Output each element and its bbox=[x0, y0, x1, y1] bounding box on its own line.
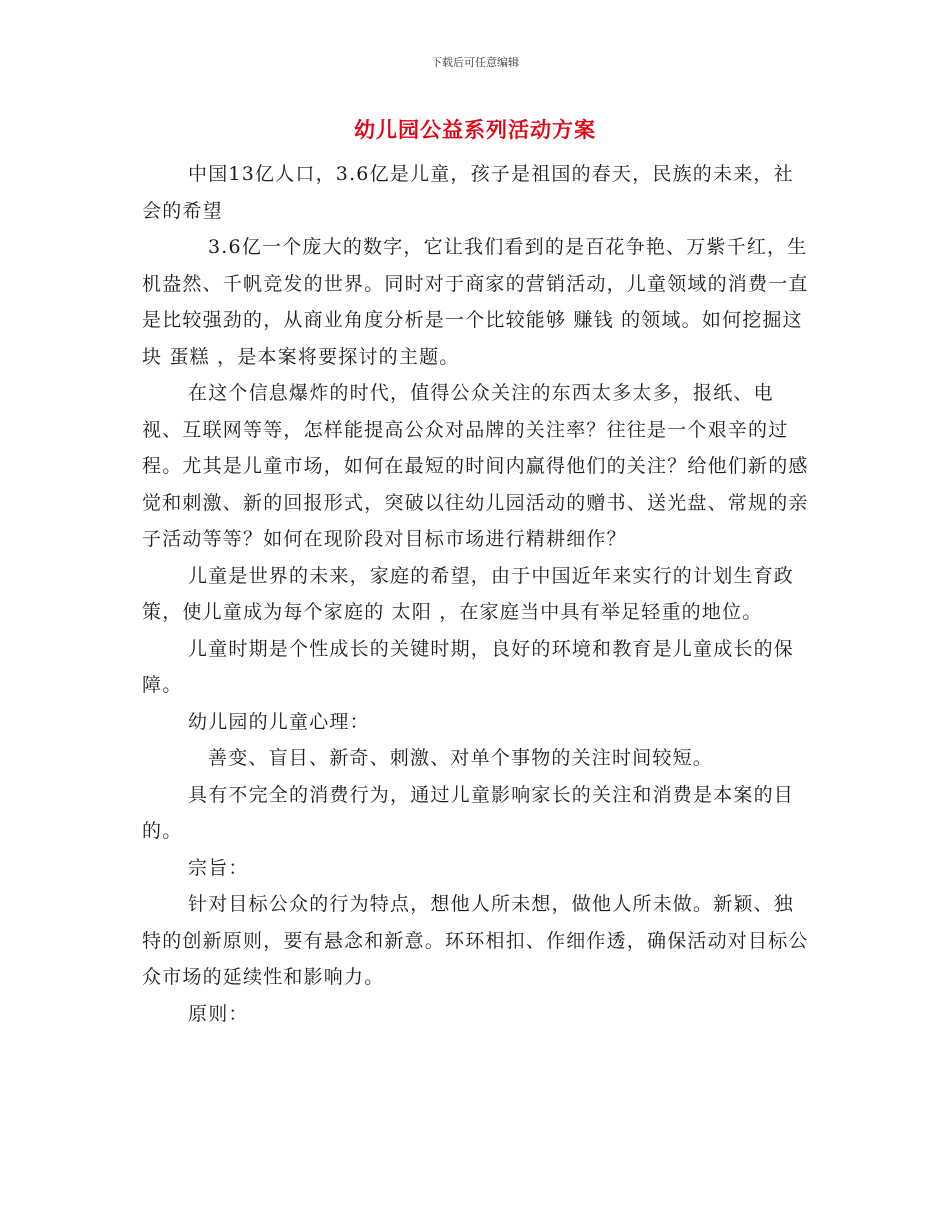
paragraph: 具有不完全的消费行为，通过儿童影响家长的关注和消费是本案的目的。 bbox=[142, 783, 795, 842]
paragraph: 儿童是世界的未来，家庭的希望，由于中国近年来实行的计划生育政策，使儿童成为每个家庭的 太阳 ，在家庭当中具有举足轻重的地位。 bbox=[142, 564, 795, 623]
paragraph: 在这个信息爆炸的时代，值得公众关注的东西太多太多，报纸、电视、互联网等等，怎样能提高公众对品牌的关注率？往往是一个艰辛的过程。尤其是儿童市场，如何在最短的时间内赢得他们的关注？给他们新的感觉和刺激、新的回报形式，突破以往幼儿园活动的赠书、送光盘、常规的亲子活动等等？如何在现阶段对目标市场进行精耕细作？ bbox=[142, 382, 809, 550]
paragraph: 善变、盲目、新奇、刺激、对单个事物的关注时间较短。 bbox=[208, 747, 714, 769]
paragraph: 原则： bbox=[188, 1002, 249, 1025]
paragraph: 宗旨： bbox=[188, 856, 249, 879]
paragraph: 儿童时期是个性成长的关键时期，良好的环境和教育是儿童成长的保障。 bbox=[142, 637, 795, 696]
paragraph: 中国13亿人口，3.6亿是儿童，孩子是祖国的春天，民族的未来，社会的希望 bbox=[142, 163, 794, 222]
paragraph: 幼儿园的儿童心理： bbox=[188, 710, 370, 733]
paragraph: 针对目标公众的行为特点，想他人所未想，做他人所未做。新颖、独特的创新原则，要有悬念和新意。环环相扣、作细作透，确保活动对目标公众市场的延续性和影响力。 bbox=[142, 893, 809, 988]
document-body bbox=[142, 156, 812, 1032]
header-note: 下载后可任意编辑 bbox=[431, 56, 519, 69]
document-title: 幼儿园公益系列活动方案 bbox=[354, 118, 596, 142]
paragraph: 3.6亿一个庞大的数字，它让我们看到的是百花争艳、万紫千红，生机盎然、千帆竞发的世界。同时对于商家的营销活动，儿童领域的消费一直是比较强劲的，从商业角度分析是一个比较能够 赚钱 的领域。如何挖掘这块 蛋糕 ，是本案将要探讨的主题。 bbox=[142, 236, 809, 368]
